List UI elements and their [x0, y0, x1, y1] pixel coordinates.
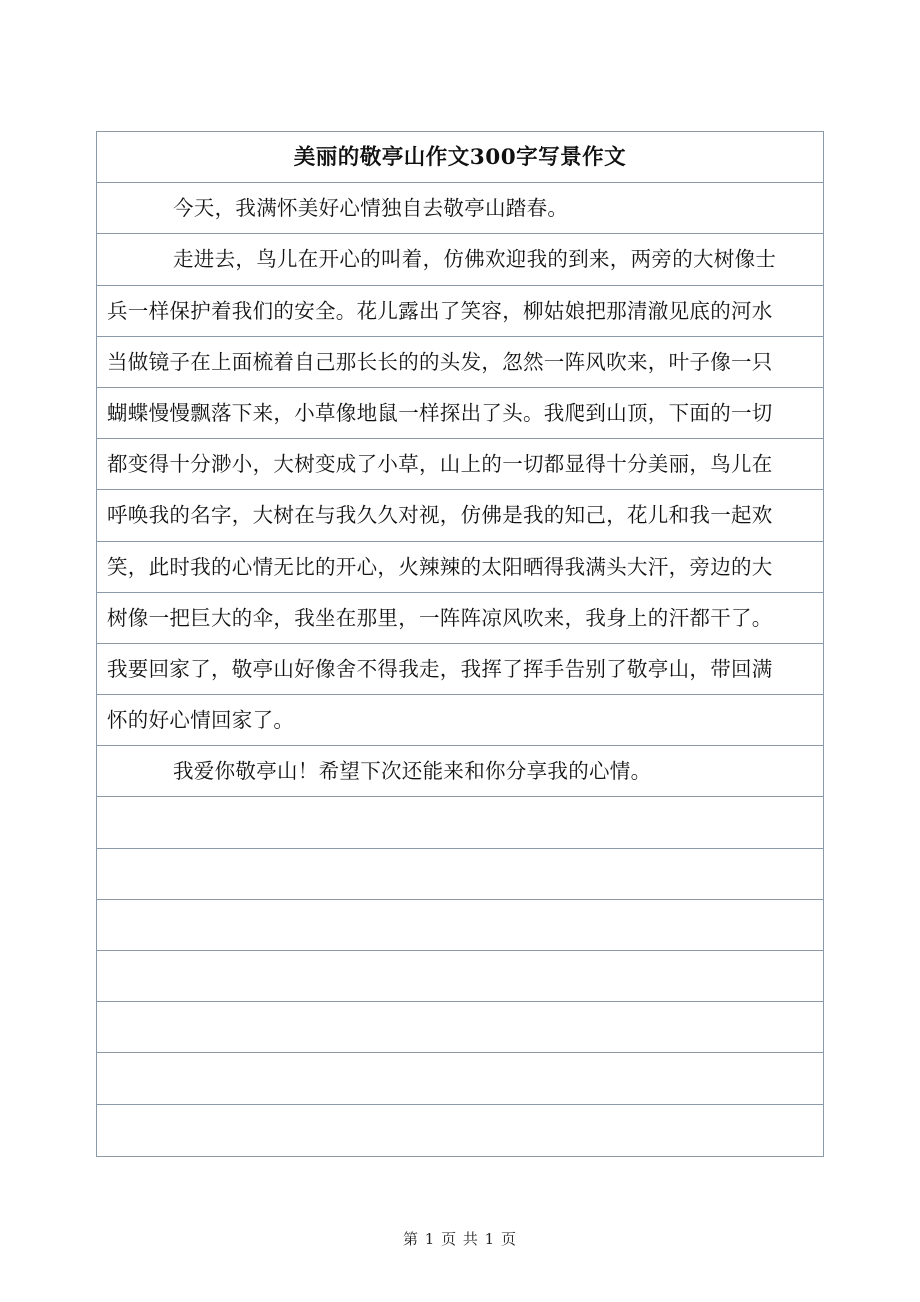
- empty-line: [97, 1002, 823, 1053]
- empty-line: [97, 900, 823, 951]
- essay-line: 走进去，鸟儿在开心的叫着，仿佛欢迎我的到来，两旁的大树像士: [97, 234, 823, 285]
- essay-line: 我爱你敬亭山！希望下次还能来和你分享我的心情。: [97, 746, 823, 797]
- empty-line: [97, 1053, 823, 1104]
- essay-line: 兵一样保护着我们的安全。花儿露出了笑容，柳姑娘把那清澈见底的河水: [97, 286, 823, 337]
- essay-line: 怀的好心情回家了。: [97, 695, 823, 746]
- essay-title: 美丽的敬亭山作文300字写景作文: [97, 132, 823, 183]
- essay-line: 蝴蝶慢慢飘落下来，小草像地鼠一样探出了头。我爬到山顶，下面的一切: [97, 388, 823, 439]
- essay-line: 树像一把巨大的伞，我坐在那里，一阵阵凉风吹来，我身上的汗都干了。: [97, 593, 823, 644]
- empty-line: [97, 797, 823, 848]
- empty-line: [97, 1105, 823, 1156]
- essay-sheet: [96, 131, 824, 1157]
- page-number: 第 1 页 共 1 页: [403, 1230, 517, 1248]
- essay-line: 当做镜子在上面梳着自己那长长的的头发，忽然一阵风吹来，叶子像一只: [97, 337, 823, 388]
- essay-line: 我要回家了，敬亭山好像舍不得我走，我挥了挥手告别了敬亭山，带回满: [97, 644, 823, 695]
- essay-line: 呼唤我的名字，大树在与我久久对视，仿佛是我的知己，花儿和我一起欢: [97, 490, 823, 541]
- empty-line: [97, 951, 823, 1002]
- essay-line: 今天，我满怀美好心情独自去敬亭山踏春。: [97, 183, 823, 234]
- empty-line: [97, 849, 823, 900]
- essay-line: 笑，此时我的心情无比的开心，火辣辣的太阳晒得我满头大汗，旁边的大: [97, 542, 823, 593]
- essay-line: 都变得十分渺小，大树变成了小草，山上的一切都显得十分美丽，鸟儿在: [97, 439, 823, 490]
